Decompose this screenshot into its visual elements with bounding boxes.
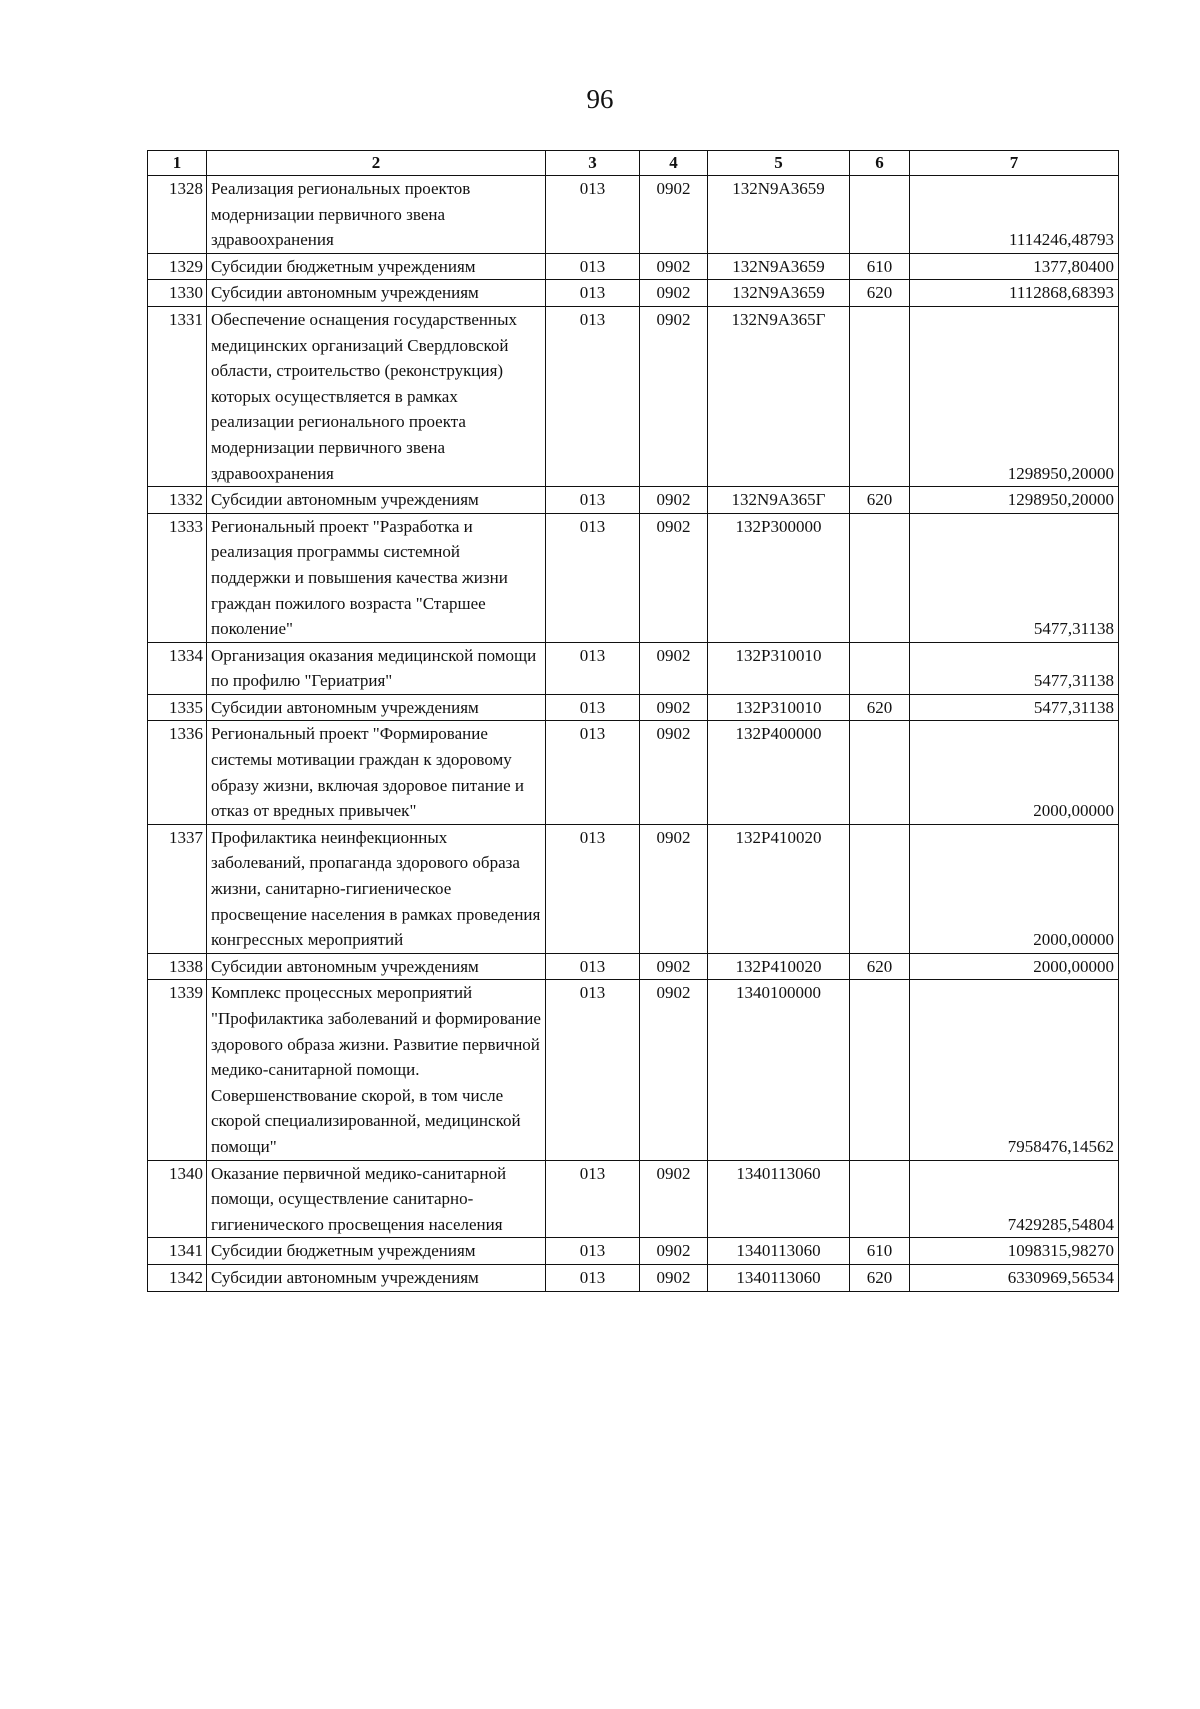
table-row bbox=[148, 953, 1119, 980]
row-expense-type: 620 bbox=[850, 953, 910, 980]
row-amount: 2000,00000 bbox=[910, 721, 1119, 824]
row-expense-type bbox=[850, 642, 910, 694]
row-name: Реализация региональных проектов модернизации первичного звена здравоохранения bbox=[207, 176, 546, 254]
table-body bbox=[148, 176, 1119, 1292]
row-section-code: 0902 bbox=[640, 280, 708, 307]
header-col-5: 5 bbox=[708, 151, 850, 176]
row-section-code: 0902 bbox=[640, 487, 708, 514]
row-name: Оказание первичной медико-санитарной помощи, осуществление санитарно-гигиенического просвещения населения bbox=[207, 1160, 546, 1238]
row-section-code: 0902 bbox=[640, 1160, 708, 1238]
row-ministry-code: 013 bbox=[546, 280, 640, 307]
table-row bbox=[148, 694, 1119, 721]
row-expense-type: 620 bbox=[850, 1264, 910, 1291]
row-ministry-code: 013 bbox=[546, 694, 640, 721]
budget-table bbox=[147, 150, 1119, 1292]
header-col-4: 4 bbox=[640, 151, 708, 176]
table-row bbox=[148, 980, 1119, 1160]
row-amount: 1298950,20000 bbox=[910, 487, 1119, 514]
row-expense-type: 620 bbox=[850, 694, 910, 721]
row-section-code: 0902 bbox=[640, 253, 708, 280]
row-ministry-code: 013 bbox=[546, 306, 640, 486]
row-number: 1335 bbox=[148, 694, 207, 721]
row-expense-type: 610 bbox=[850, 1238, 910, 1265]
row-expense-type bbox=[850, 176, 910, 254]
table-row bbox=[148, 487, 1119, 514]
row-name: Региональный проект "Разработка и реализация программы системной поддержки и повышения качества жизни граждан пожилого возраста "Старшее поколение" bbox=[207, 513, 546, 642]
header-col-2: 2 bbox=[207, 151, 546, 176]
row-ministry-code: 013 bbox=[546, 980, 640, 1160]
row-section-code: 0902 bbox=[640, 513, 708, 642]
row-section-code: 0902 bbox=[640, 953, 708, 980]
row-number: 1331 bbox=[148, 306, 207, 486]
row-number: 1330 bbox=[148, 280, 207, 307]
table-row bbox=[148, 642, 1119, 694]
row-ministry-code: 013 bbox=[546, 513, 640, 642]
row-target-code: 132N9A365Г bbox=[708, 306, 850, 486]
row-name: Комплекс процессных мероприятий "Профилактика заболеваний и формирование здорового образа жизни. Развитие первичной медико-санитарной помощи. Совершенствование скорой, в том числе скорой специализированной, медицинской помощи" bbox=[207, 980, 546, 1160]
row-number: 1333 bbox=[148, 513, 207, 642]
table-row bbox=[148, 253, 1119, 280]
row-target-code: 132N9A365Г bbox=[708, 487, 850, 514]
row-number: 1332 bbox=[148, 487, 207, 514]
row-amount: 2000,00000 bbox=[910, 953, 1119, 980]
row-name: Обеспечение оснащения государственных медицинских организаций Свердловской области, строительство (реконструкция) которых осуществляется в рамках реализации регионального проекта модернизации первичного звена здравоохранения bbox=[207, 306, 546, 486]
row-ministry-code: 013 bbox=[546, 176, 640, 254]
row-section-code: 0902 bbox=[640, 980, 708, 1160]
row-number: 1336 bbox=[148, 721, 207, 824]
table-header-row bbox=[148, 151, 1119, 176]
row-ministry-code: 013 bbox=[546, 487, 640, 514]
row-target-code: 132N9A3659 bbox=[708, 253, 850, 280]
row-number: 1328 bbox=[148, 176, 207, 254]
row-target-code: 1340113060 bbox=[708, 1264, 850, 1291]
row-amount: 5477,31138 bbox=[910, 694, 1119, 721]
row-target-code: 1340113060 bbox=[708, 1160, 850, 1238]
row-ministry-code: 013 bbox=[546, 1264, 640, 1291]
row-target-code: 132P300000 bbox=[708, 513, 850, 642]
row-amount: 7429285,54804 bbox=[910, 1160, 1119, 1238]
row-name: Субсидии автономным учреждениям bbox=[207, 953, 546, 980]
header-col-7: 7 bbox=[910, 151, 1119, 176]
row-name: Субсидии автономным учреждениям bbox=[207, 280, 546, 307]
row-target-code: 132P400000 bbox=[708, 721, 850, 824]
row-section-code: 0902 bbox=[640, 694, 708, 721]
row-expense-type bbox=[850, 980, 910, 1160]
header-col-1: 1 bbox=[148, 151, 207, 176]
row-target-code: 1340100000 bbox=[708, 980, 850, 1160]
table-row bbox=[148, 824, 1119, 953]
row-target-code: 1340113060 bbox=[708, 1238, 850, 1265]
table-row bbox=[148, 176, 1119, 254]
row-name: Организация оказания медицинской помощи по профилю "Гериатрия" bbox=[207, 642, 546, 694]
row-amount: 5477,31138 bbox=[910, 513, 1119, 642]
row-target-code: 132N9A3659 bbox=[708, 280, 850, 307]
row-number: 1341 bbox=[148, 1238, 207, 1265]
row-number: 1339 bbox=[148, 980, 207, 1160]
row-name: Субсидии автономным учреждениям bbox=[207, 1264, 546, 1291]
table-row bbox=[148, 1238, 1119, 1265]
row-section-code: 0902 bbox=[640, 721, 708, 824]
row-target-code: 132P410020 bbox=[708, 953, 850, 980]
row-section-code: 0902 bbox=[640, 306, 708, 486]
row-ministry-code: 013 bbox=[546, 721, 640, 824]
row-target-code: 132N9A3659 bbox=[708, 176, 850, 254]
row-amount: 1112868,68393 bbox=[910, 280, 1119, 307]
table-row bbox=[148, 513, 1119, 642]
row-number: 1337 bbox=[148, 824, 207, 953]
row-name: Региональный проект "Формирование системы мотивации граждан к здоровому образу жизни, включая здоровое питание и отказ от вредных привычек" bbox=[207, 721, 546, 824]
header-col-6: 6 bbox=[850, 151, 910, 176]
table-row bbox=[148, 721, 1119, 824]
row-name: Профилактика неинфекционных заболеваний, пропаганда здорового образа жизни, санитарно-гигиеническое просвещение населения в рамках проведения конгрессных мероприятий bbox=[207, 824, 546, 953]
row-number: 1340 bbox=[148, 1160, 207, 1238]
row-amount: 2000,00000 bbox=[910, 824, 1119, 953]
row-name: Субсидии автономным учреждениям bbox=[207, 487, 546, 514]
row-expense-type: 620 bbox=[850, 280, 910, 307]
row-number: 1338 bbox=[148, 953, 207, 980]
table-row bbox=[148, 280, 1119, 307]
row-ministry-code: 013 bbox=[546, 642, 640, 694]
row-ministry-code: 013 bbox=[546, 253, 640, 280]
row-amount: 1098315,98270 bbox=[910, 1238, 1119, 1265]
table-row bbox=[148, 1160, 1119, 1238]
row-number: 1329 bbox=[148, 253, 207, 280]
row-expense-type bbox=[850, 824, 910, 953]
row-section-code: 0902 bbox=[640, 176, 708, 254]
row-target-code: 132P410020 bbox=[708, 824, 850, 953]
header-col-3: 3 bbox=[546, 151, 640, 176]
row-name: Субсидии автономным учреждениям bbox=[207, 694, 546, 721]
row-section-code: 0902 bbox=[640, 824, 708, 953]
row-section-code: 0902 bbox=[640, 1238, 708, 1265]
row-amount: 1298950,20000 bbox=[910, 306, 1119, 486]
row-target-code: 132P310010 bbox=[708, 694, 850, 721]
row-amount: 7958476,14562 bbox=[910, 980, 1119, 1160]
row-target-code: 132P310010 bbox=[708, 642, 850, 694]
row-amount: 1114246,48793 bbox=[910, 176, 1119, 254]
row-expense-type: 620 bbox=[850, 487, 910, 514]
row-amount: 1377,80400 bbox=[910, 253, 1119, 280]
row-expense-type bbox=[850, 721, 910, 824]
row-amount: 6330969,56534 bbox=[910, 1264, 1119, 1291]
row-ministry-code: 013 bbox=[546, 953, 640, 980]
row-ministry-code: 013 bbox=[546, 824, 640, 953]
row-section-code: 0902 bbox=[640, 642, 708, 694]
row-expense-type bbox=[850, 513, 910, 642]
row-number: 1342 bbox=[148, 1264, 207, 1291]
row-amount: 5477,31138 bbox=[910, 642, 1119, 694]
row-expense-type: 610 bbox=[850, 253, 910, 280]
row-number: 1334 bbox=[148, 642, 207, 694]
row-section-code: 0902 bbox=[640, 1264, 708, 1291]
table-row bbox=[148, 1264, 1119, 1291]
row-expense-type bbox=[850, 1160, 910, 1238]
row-ministry-code: 013 bbox=[546, 1160, 640, 1238]
row-ministry-code: 013 bbox=[546, 1238, 640, 1265]
page-number: 96 bbox=[586, 84, 614, 114]
row-name: Субсидии бюджетным учреждениям bbox=[207, 1238, 546, 1265]
row-expense-type bbox=[850, 306, 910, 486]
row-name: Субсидии бюджетным учреждениям bbox=[207, 253, 546, 280]
table-row bbox=[148, 306, 1119, 486]
